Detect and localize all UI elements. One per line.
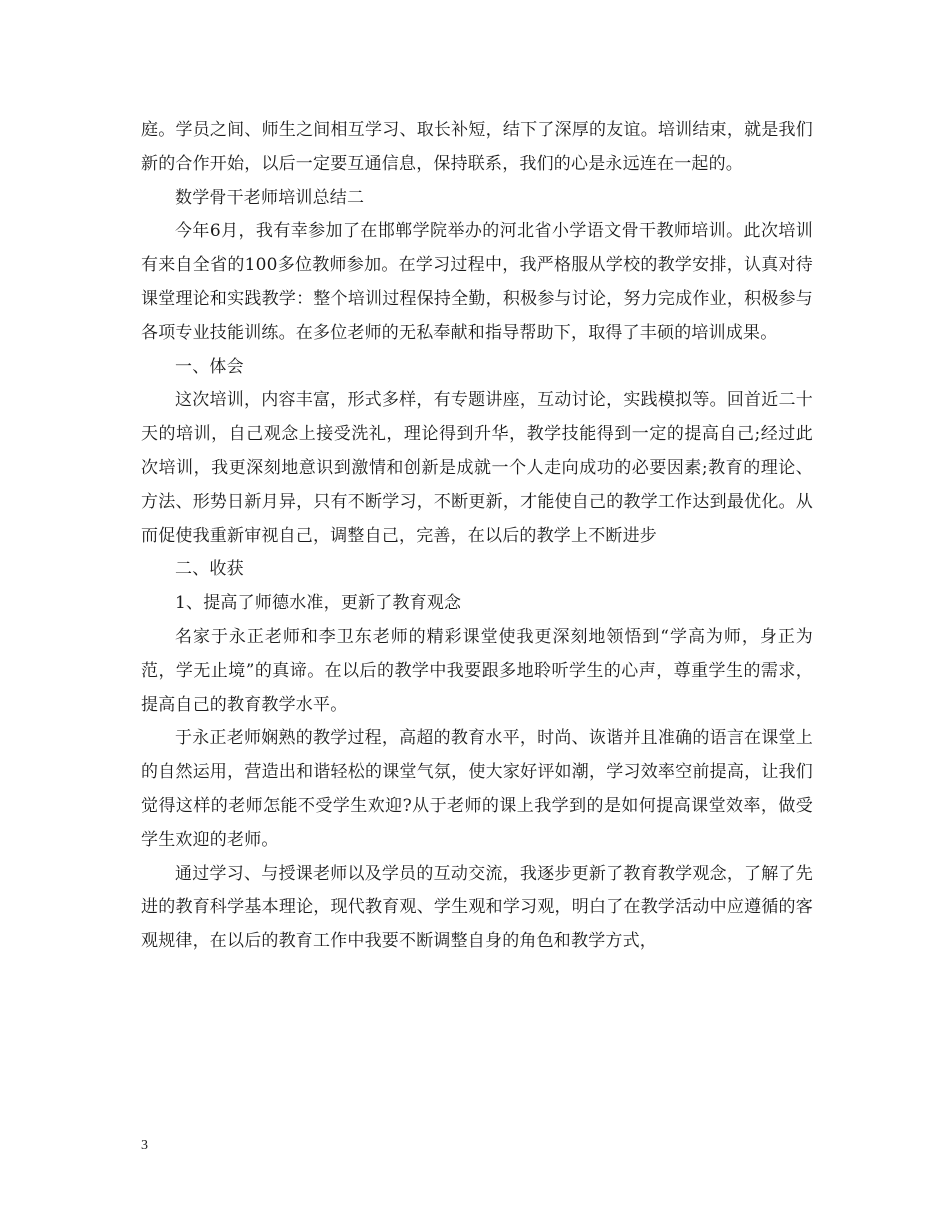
heading-gains: 二、收获 [175, 559, 244, 580]
paragraph-concepts: 通过学习、与授课老师以及学员的互动交流，我逐步更新了教育教学观念，了解了先进的教育科学基本理论，现代教育观、学生观和学习观，明白了在教学活动中应遵循的客观规律，在以后的教育工作中我要不断调整自身的角色和教学方式， [141, 863, 813, 952]
page-number: 3 [141, 1138, 148, 1153]
paragraph-experience: 这次培训，内容丰富，形式多样，有专题讲座，互动讨论，实践模拟等。回首近二十天的培训，自己观念上接受洗礼，理论得到升华，教学技能得到一定的提高自己;经过此次培训，我更深刻地意识到激情和创新是成就一个人走向成功的必要因素;教育的理论、方法、形势日新月异，只有不断学习，不断更新，才能使自己的教学工作达到最优化。从而促使我重新审视自己，调整自己，完善，在以后的教学上不断进步 [141, 390, 813, 546]
heading-experience: 一、体会 [175, 356, 244, 377]
subheading-ethics: 1、提高了师德水准，更新了教育观念 [175, 593, 462, 614]
paragraph-masters: 名家于永正老师和李卫东老师的精彩课堂使我更深刻地领悟到“学高为师，身正为范，学无止境”的真谛。在以后的教学中我要跟多地聆听学生的心声，尊重学生的需求，提高自己的教育教学水平。 [141, 626, 813, 715]
paragraph-yu-yongzheng: 于永正老师娴熟的教学过程，高超的教育水平，时尚、诙谐并且准确的语言在课堂上的自然运用，营造出和谐轻松的课堂气氛，使大家好评如潮，学习效率空前提高，让我们觉得这样的老师怎能不受学生欢迎?从于老师的课上我学到的是如何提高课堂效率，做受学生欢迎的老师。 [141, 728, 813, 850]
document-body [141, 114, 813, 959]
section-title: 数学骨干老师培训总结二 [175, 187, 365, 208]
paragraph-intro: 今年6月，我有幸参加了在邯郸学院举办的河北省小学语文骨干教师培训。此次培训有来自全省的100多位教师参加。在学习过程中，我严格服从学校的教学安排，认真对待课堂理论和实践教学：整个培训过程保持全勤，积极参与讨论，努力完成作业，积极参与各项专业技能训练。在多位老师的无私奉献和指导帮助下，取得了丰硕的培训成果。 [141, 221, 813, 343]
paragraph-continuation: 庭。学员之间、师生之间相互学习、取长补短，结下了深厚的友谊。培训结束，就是我们新的合作开始，以后一定要互通信息，保持联系，我们的心是永远连在一起的。 [141, 120, 813, 174]
